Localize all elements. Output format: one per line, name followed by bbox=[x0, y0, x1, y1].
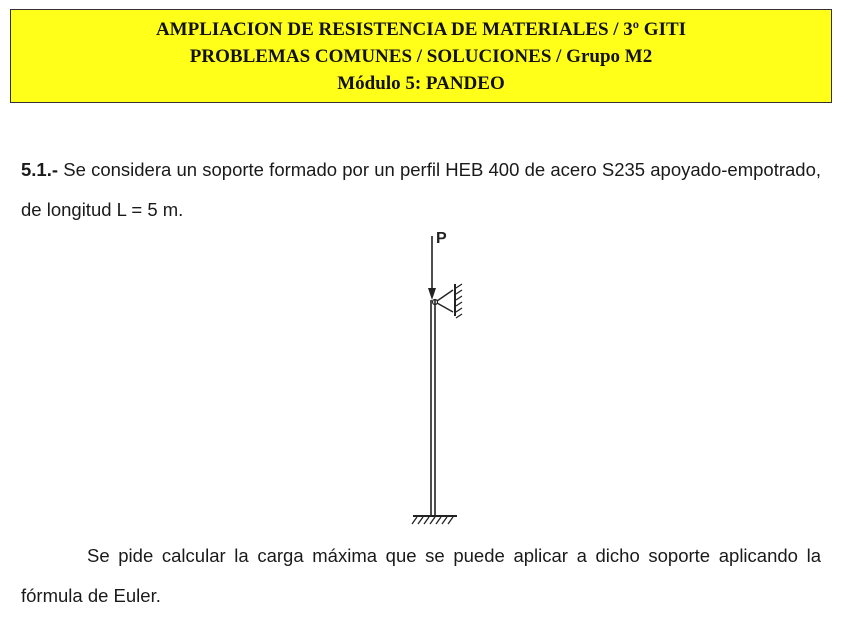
problem-statement-text: Se considera un soporte formado por un perfil HEB 400 de acero S235 apoyado-empotrado, de longitud L = 5 m. bbox=[21, 159, 821, 220]
load-arrow-head bbox=[428, 288, 436, 300]
base-hatching bbox=[412, 517, 453, 524]
problem-request-text: Se pide calcular la carga máxima que se puede aplicar a dicho soporte aplicando la fórmula de Euler. bbox=[21, 545, 821, 606]
header-section-title: PROBLEMAS COMUNES / SOLUCIONES / Grupo M2 bbox=[189, 46, 653, 67]
problem-request bbox=[21, 536, 821, 616]
load-label-p: P bbox=[436, 230, 447, 247]
problem-statement bbox=[21, 150, 821, 230]
column-diagram bbox=[395, 228, 485, 533]
header-module-title: Módulo 5: PANDEO bbox=[337, 73, 505, 94]
pin-link-lower bbox=[437, 303, 453, 312]
pin-link-upper bbox=[437, 290, 453, 301]
problem-number: 5.1.- bbox=[21, 159, 59, 180]
column-diagram-svg bbox=[395, 228, 485, 533]
document-header bbox=[10, 9, 832, 103]
pin-wall-hatching bbox=[456, 284, 462, 318]
header-course-title: AMPLIACION DE RESISTENCIA DE MATERIALES / 3º GITI bbox=[155, 19, 687, 40]
